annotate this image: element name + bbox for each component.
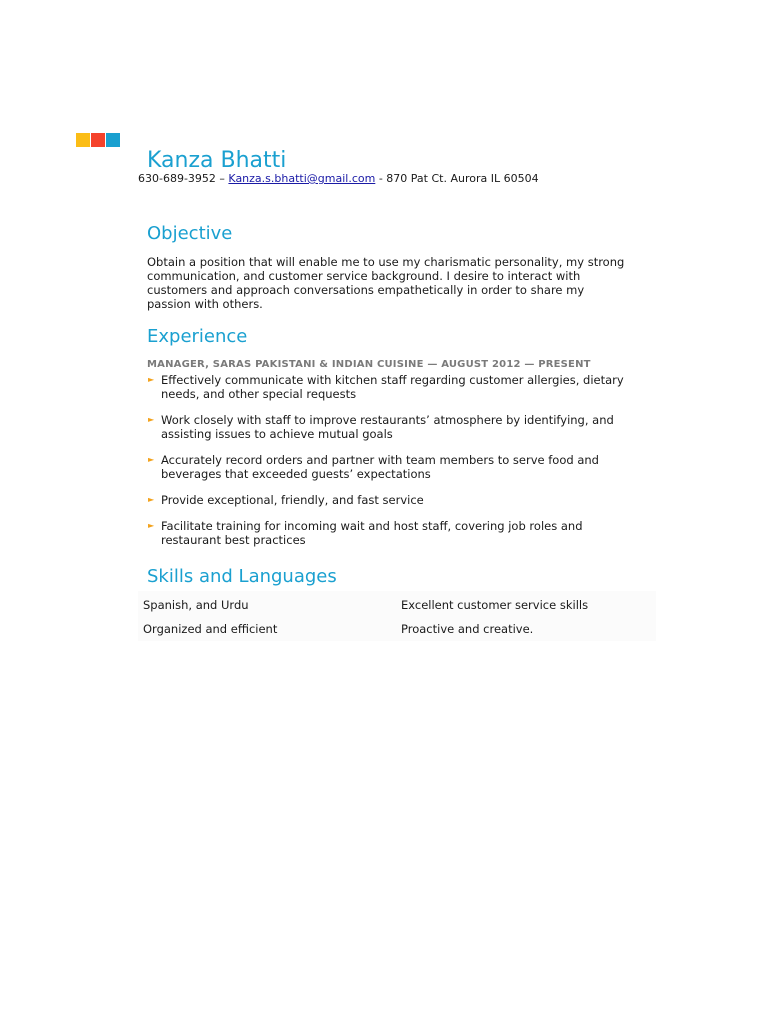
logo-squares	[76, 133, 120, 147]
experience-bullet: ► Provide exceptional, friendly, and fast service	[148, 493, 424, 507]
bullet-arrow-icon: ►	[148, 455, 155, 464]
experience-bullet: ► Effectively communicate with kitchen staff regarding customer allergies, dietary needs, and other special requests	[148, 373, 624, 401]
experience-bullet: ► Facilitate training for incoming wait and host staff, covering job roles and restaurant best practices	[148, 519, 583, 547]
logo-square-blue	[106, 133, 120, 147]
resume-name: Kanza Bhatti	[147, 148, 287, 173]
contact-phone: 630-689-3952 –	[138, 172, 225, 185]
contact-email-link[interactable]: Kanza.s.bhatti@gmail.com	[228, 172, 376, 185]
contact-address: - 870 Pat Ct. Aurora IL 60504	[378, 172, 539, 185]
skills-table	[138, 591, 656, 641]
skills-heading: Skills and Languages	[147, 566, 337, 587]
logo-square-yellow	[76, 133, 90, 147]
experience-bullets	[147, 373, 627, 547]
bullet-arrow-icon: ►	[148, 415, 155, 424]
skill-item: Spanish, and Urdu	[143, 598, 249, 612]
experience-heading: Experience	[147, 326, 248, 347]
skill-item: Excellent customer service skills	[401, 598, 589, 612]
skill-item: Proactive and creative.	[401, 622, 534, 636]
skill-item: Organized and efficient	[143, 622, 278, 636]
experience-bullet: ► Work closely with staff to improve restaurants’ atmosphere by identifying, and assisting issues to achieve mutual goals	[148, 413, 614, 441]
name-clip	[147, 146, 447, 173]
logo-square-red	[91, 133, 105, 147]
contact-line	[138, 172, 539, 185]
bullet-arrow-icon: ►	[148, 521, 155, 530]
skills-heading-clip	[147, 565, 447, 587]
job-title: MANAGER, SARAS PAKISTANI & INDIAN CUISINE — AUGUST 2012 — PRESENT	[147, 359, 591, 370]
bullet-arrow-icon: ►	[148, 495, 155, 504]
objective-text: Obtain a position that will enable me to use my charismatic personality, my strong communication, and customer service background. I desire to interact with customers and approach conversations empathetically in order to share my passion with others.	[147, 255, 625, 311]
experience-bullet: ► Accurately record orders and partner with team members to serve food and beverages that exceeded guests’ expectations	[148, 453, 599, 481]
objective-heading: Objective	[147, 223, 233, 244]
bullet-arrow-icon: ►	[148, 375, 155, 384]
